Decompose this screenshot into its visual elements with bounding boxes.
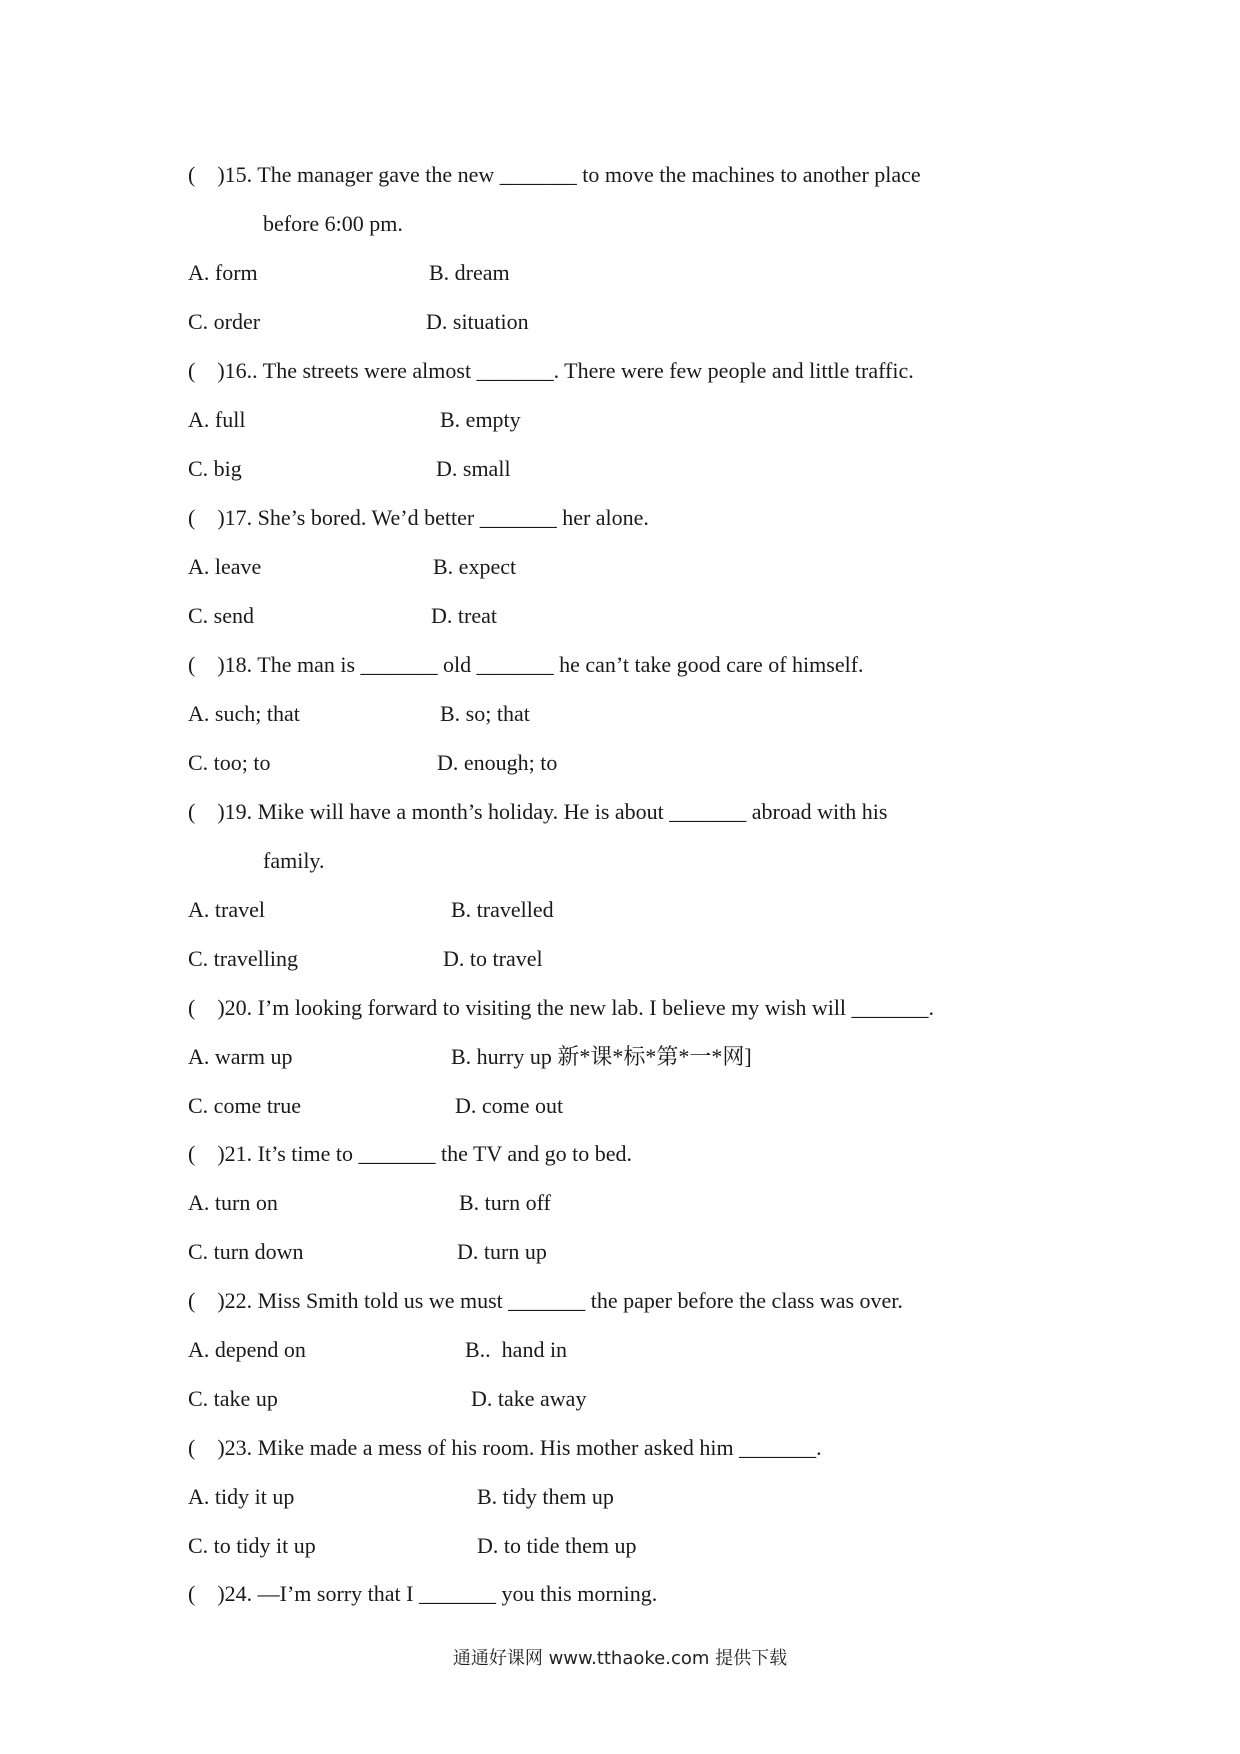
option-17b: B. expect bbox=[433, 554, 517, 579]
option-22a: A. depend on bbox=[188, 1337, 306, 1362]
option-19d: D. to travel bbox=[443, 946, 543, 971]
question-stem-21: ( )21. It’s time to _______ the TV and go to bed. bbox=[188, 1141, 633, 1166]
option-18b: B. so; that bbox=[440, 701, 530, 726]
option-23c: C. to tidy it up bbox=[188, 1533, 316, 1558]
option-15a: A. form bbox=[188, 260, 258, 285]
option-20a: A. warm up bbox=[188, 1044, 293, 1069]
option-21d: D. turn up bbox=[457, 1239, 547, 1264]
option-22b: B.. hand in bbox=[465, 1337, 568, 1362]
option-17d: D. treat bbox=[431, 603, 497, 628]
option-19c: C. travelling bbox=[188, 946, 298, 971]
option-19b: B. travelled bbox=[451, 897, 554, 922]
option-22d: D. take away bbox=[471, 1386, 587, 1411]
question-stem-15-cont: before 6:00 pm. bbox=[263, 211, 403, 236]
option-21c: C. turn down bbox=[188, 1239, 304, 1264]
question-stem-22: ( )22. Miss Smith told us we must _______ the paper before the class was over. bbox=[188, 1288, 903, 1313]
question-stem-15: ( )15. The manager gave the new _______ to move the machines to another place bbox=[188, 162, 921, 187]
question-stem-23: ( )23. Mike made a mess of his room. His mother asked him _______. bbox=[188, 1435, 822, 1460]
option-15b: B. dream bbox=[429, 260, 510, 285]
option-20b: B. hurry up 新*课*标*第*一*网] bbox=[451, 1044, 752, 1069]
option-16d: D. small bbox=[436, 456, 511, 481]
option-16a: A. full bbox=[188, 407, 246, 432]
option-22c: C. take up bbox=[188, 1386, 278, 1411]
option-16b: B. empty bbox=[440, 407, 521, 432]
question-stem-19: ( )19. Mike will have a month’s holiday. He is about _______ abroad with his bbox=[188, 799, 888, 824]
question-stem-20: ( )20. I’m looking forward to visiting the new lab. I believe my wish will _______. bbox=[188, 995, 935, 1020]
option-21a: A. turn on bbox=[188, 1190, 278, 1215]
option-23b: B. tidy them up bbox=[477, 1484, 614, 1509]
question-stem-17: ( )17. She’s bored. We’d better _______ her alone. bbox=[188, 505, 649, 530]
option-15d: D. situation bbox=[426, 309, 529, 334]
option-23a: A. tidy it up bbox=[188, 1484, 295, 1509]
option-17a: A. leave bbox=[188, 554, 262, 579]
page-footer: 通通好课网 www.tthaoke.com 提供下载 bbox=[452, 1648, 788, 1669]
option-15c: C. order bbox=[188, 309, 261, 334]
option-19a: A. travel bbox=[188, 897, 265, 922]
option-16c: C. big bbox=[188, 456, 242, 481]
question-stem-19-cont: family. bbox=[263, 848, 325, 873]
question-stem-24: ( )24. —I’m sorry that I _______ you this morning. bbox=[188, 1581, 658, 1606]
question-stem-18: ( )18. The man is _______ old _______ he can’t take good care of himself. bbox=[188, 652, 864, 677]
option-18d: D. enough; to bbox=[437, 750, 558, 775]
option-21b: B. turn off bbox=[459, 1190, 551, 1215]
option-17c: C. send bbox=[188, 603, 254, 628]
question-stem-16: ( )16.. The streets were almost _______. There were few people and little traffic. bbox=[188, 358, 914, 383]
option-18c: C. too; to bbox=[188, 750, 271, 775]
option-23d: D. to tide them up bbox=[477, 1533, 637, 1558]
option-20c: C. come true bbox=[188, 1093, 302, 1118]
option-20d: D. come out bbox=[455, 1093, 564, 1118]
option-18a: A. such; that bbox=[188, 701, 300, 726]
